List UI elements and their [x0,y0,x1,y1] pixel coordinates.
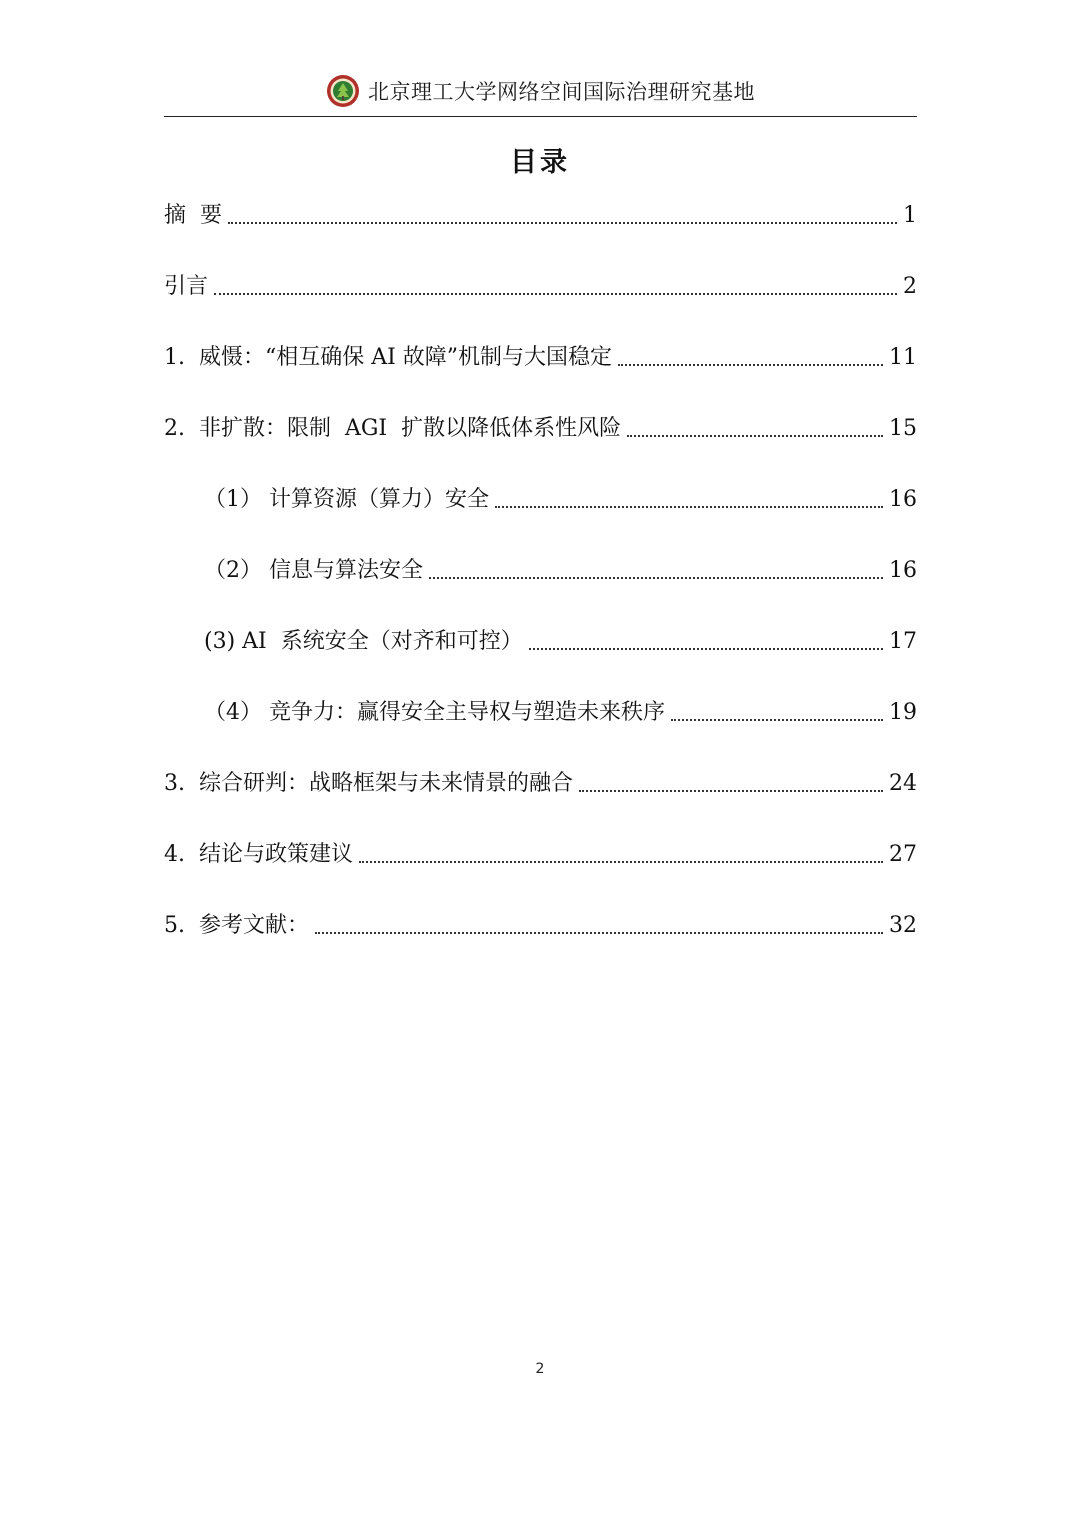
toc-entry-page: 16 [889,487,917,512]
toc-title: 目录 [510,147,570,178]
toc-entry-label: 2. 非扩散：限制 AGI 扩散以降低体系性风险 [164,416,622,441]
toc-entry[interactable] [164,266,917,302]
toc-dot-leader [671,719,883,721]
toc-dot-leader [315,932,883,934]
toc-entry-page: 11 [889,345,917,370]
toc-entry-label: (3) AI 系统安全（对齐和可控） [204,629,523,654]
toc-entry[interactable] [204,692,917,728]
header-inner [164,74,917,108]
toc-entry[interactable] [204,621,917,657]
toc-entry[interactable] [164,408,917,444]
toc-entry-label: 5. 参考文献： [164,913,309,938]
toc-dot-leader [495,506,883,508]
page-header [164,70,917,117]
toc-entry[interactable] [164,763,917,799]
toc-entry[interactable] [164,905,917,941]
header-title: 北京理工大学网络空间国际治理研究基地 [368,80,755,104]
toc-entry-label: （2） 信息与算法安全 [204,558,423,583]
toc-dot-leader [529,648,883,650]
toc-entry-page: 19 [889,700,917,725]
toc-entry-page: 2 [903,274,917,299]
toc-entry-label: 4. 结论与政策建议 [164,842,353,867]
toc-entry-label: 引言 [164,274,209,299]
toc-entry[interactable] [164,337,917,373]
toc-entry[interactable] [164,195,917,231]
toc-entry-label: 摘 要 [164,203,222,228]
toc-dot-leader [359,861,883,863]
toc-entry[interactable] [204,479,917,515]
toc-entry-label: 1. 威慑：“相互确保 AI 故障”机制与大国稳定 [164,345,613,370]
toc-dot-leader [228,222,897,224]
toc-entry-page: 17 [889,629,917,654]
toc-entry[interactable] [164,834,917,870]
university-logo-icon [326,74,360,108]
toc-entry-page: 15 [889,416,917,441]
toc-dot-leader [429,577,883,579]
toc-entry-page: 1 [903,203,917,228]
toc-dot-leader [579,790,883,792]
toc-dot-leader [618,364,883,366]
toc-entry[interactable] [204,550,917,586]
toc-entry-page: 16 [889,558,917,583]
page-number: 2 [535,1361,545,1377]
toc-entry-page: 32 [889,913,917,938]
toc-entry-label: （1） 计算资源（算力）安全 [204,487,489,512]
toc-dot-leader [627,435,883,437]
toc-dot-leader [214,293,897,295]
toc-entry-label: 3. 综合研判：战略框架与未来情景的融合 [164,771,573,796]
toc-entry-label: （4） 竞争力：赢得安全主导权与塑造未来秩序 [204,700,665,725]
toc-entry-page: 27 [889,842,917,867]
toc-entry-page: 24 [889,771,917,796]
